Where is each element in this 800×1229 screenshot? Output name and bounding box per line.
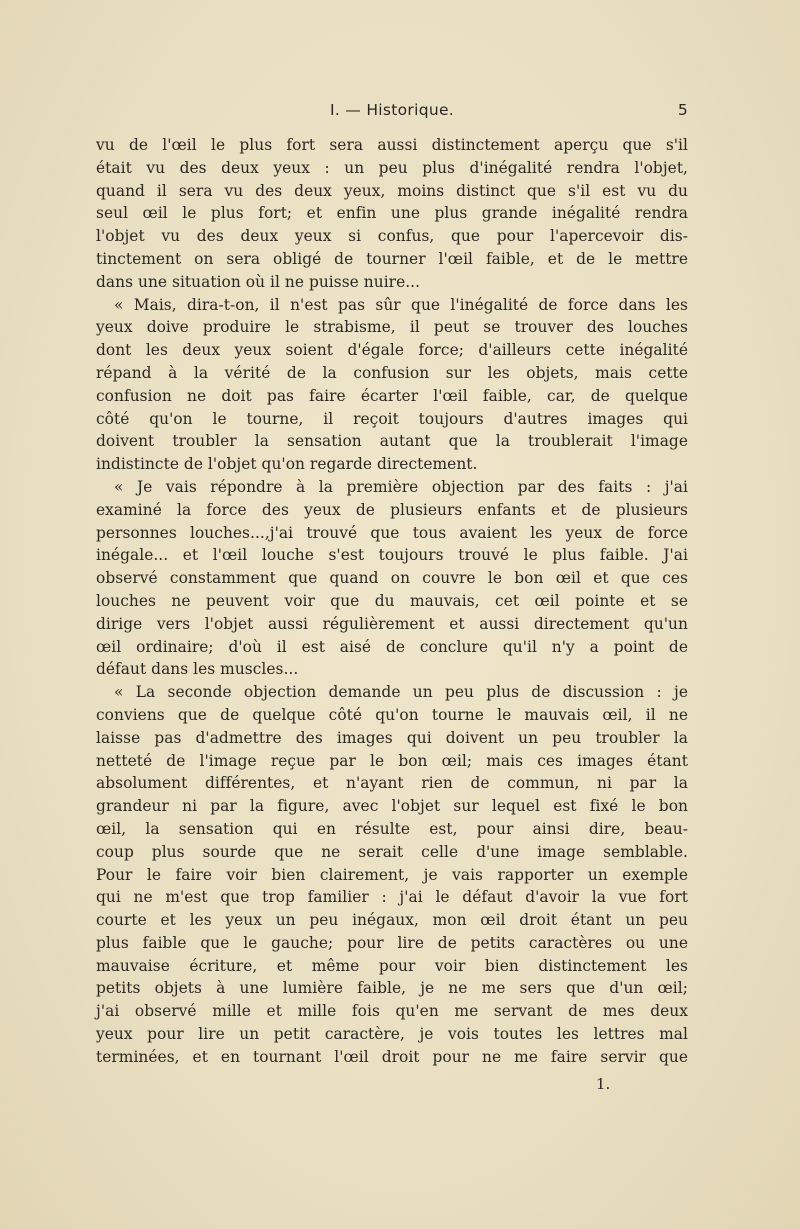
text-line: indistincte de l'objet qu'on regarde directement. (96, 455, 478, 474)
text-line: répand à la vérité de la confusion sur les objets, mais cette (96, 363, 688, 382)
paragraph-start-line: « Je vais répondre à la première objection par des faits : j'ai (114, 477, 688, 496)
text-line: mauvaise écriture, et même pour voir bien distinctement les (96, 956, 688, 975)
text-line: dans une situation où il ne puisse nuire... (96, 272, 421, 291)
text-line: vu de l'œil le plus fort sera aussi distinctement aperçu que s'il (96, 136, 688, 154)
text-line: tinctement on sera obligé de tourner l'œil faible, et de le mettre (96, 249, 688, 268)
text-line: était vu des deux yeux : un peu plus d'inégalité rendra l'objet, (96, 158, 688, 177)
text-line: absolument différentes, et n'ayant rien de commun, ni par la (96, 774, 688, 793)
running-head (96, 101, 688, 125)
text-line: yeux pour lire un petit caractère, je vois toutes les lettres mal (96, 1025, 688, 1044)
text-line: Pour le faire voir bien clairement, je vais rapporter un exemple (96, 865, 688, 884)
text-line: j'ai observé mille et mille fois qu'en me servant de mes deux (96, 1002, 688, 1021)
text-line: doivent troubler la sensation autant que la troublerait l'image (96, 432, 688, 451)
paragraph-start-line: « Mais, dira-t-on, il n'est pas sûr que l'inégalité de force dans les (114, 295, 688, 314)
text-line: netteté de l'image reçue par le bon œil; mais ces images étant (96, 751, 688, 770)
text-line: l'objet vu des deux yeux si confus, que pour l'apercevoir dis- (96, 227, 688, 246)
running-title: I. — Historique. (329, 101, 455, 119)
text-line: inégale... et l'œil louche s'est toujours trouvé le plus faible. J'ai (96, 546, 688, 565)
text-line: défaut dans les muscles... (96, 660, 299, 679)
text-line: yeux doive produire le strabisme, il peut se trouver des louches (96, 318, 688, 337)
text-line: observé constamment que quand on couvre le bon œil et que ces (96, 569, 688, 588)
text-line: laisse pas d'admettre des images qui doivent un peu troubler la (96, 728, 688, 747)
text-line: confusion ne doit pas faire écarter l'œil faible, car, de quelque (96, 386, 688, 405)
text-line: dirige vers l'objet aussi régulièrement et aussi directement qu'un (96, 614, 688, 633)
page-number: 5 (677, 101, 688, 119)
text-line: louches ne peuvent voir que du mauvais, cet œil pointe et se (96, 591, 688, 610)
text-line: courte et les yeux un peu inégaux, mon œil droit étant un peu (96, 911, 688, 930)
text-line: conviens que de quelque côté qu'on tourne le mauvais œil, il ne (96, 705, 688, 724)
text-line: œil ordinaire; d'où il est aisé de conclure qu'il n'y a point de (96, 637, 688, 656)
text-line: petits objets à une lumière faible, je ne me sers que d'un œil; (96, 979, 688, 998)
text-line: personnes louches...,j'ai trouvé que tous avaient les yeux de force (96, 523, 688, 542)
text-line: coup plus sourde que ne serait celle d'une image semblable. (96, 842, 688, 861)
text-line: œil, la sensation qui en résulte est, pour ainsi dire, beau- (96, 819, 688, 838)
text-line: plus faible que le gauche; pour lire de petits caractères ou une (96, 933, 688, 952)
text-line: examiné la force des yeux de plusieurs enfants et de plusieurs (96, 500, 688, 519)
text-line: seul œil le plus fort; et enfin une plus grande inégalité rendra (96, 204, 688, 223)
text-line: quand il sera vu des deux yeux, moins distinct que s'il est vu du (96, 181, 688, 200)
text-line: côté qu'on le tourne, il reçoit toujours d'autres images qui (96, 409, 688, 428)
text-line: qui ne m'est que trop familier : j'ai le défaut d'avoir la vue fort (96, 888, 688, 907)
paragraph-start-line: « La seconde objection demande un peu plus de discussion : je (114, 683, 688, 702)
body-text (96, 134, 688, 1069)
text-line: grandeur ni par la figure, avec l'objet sur lequel est fixé le bon (96, 797, 688, 816)
text-line: terminées, et en tournant l'œil droit pour ne me faire servir que (96, 1047, 688, 1066)
footnote-mark: 1. (596, 1075, 611, 1093)
text-line: dont les deux yeux soient d'égale force; d'ailleurs cette inégalité (96, 341, 688, 360)
